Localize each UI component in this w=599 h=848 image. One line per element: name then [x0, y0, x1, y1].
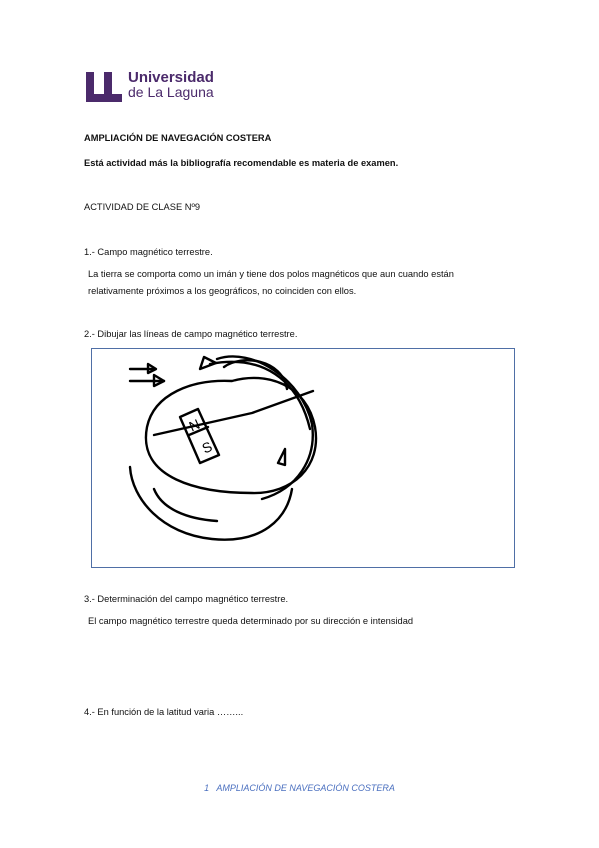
question-3-heading: 3.- Determinación del campo magnético terrestre. — [84, 594, 289, 604]
field-line-bottom-1 — [154, 489, 217, 521]
arrow-right-head — [278, 449, 285, 465]
equator-line — [154, 391, 313, 435]
question-4-heading: 4.- En función de la latitud varia ……... — [84, 707, 244, 717]
ull-logo-icon — [84, 70, 124, 104]
question-1-heading: 1.- Campo magnético terrestre. — [84, 247, 213, 257]
question-1-answer-line-2: relativamente próximos a los geográficos, no coinciden con ellos. — [88, 286, 357, 296]
magnet-n-label: N — [186, 415, 203, 435]
document-title: AMPLIACIÓN DE NAVEGACIÓN COSTERA — [84, 133, 272, 143]
drawing-frame — [91, 348, 515, 568]
earth-circle — [146, 378, 316, 493]
question-2-heading: 2.- Dibujar las líneas de campo magnético terrestre. — [84, 329, 298, 339]
page-footer — [0, 783, 599, 793]
footer-title: AMPLIACIÓN DE NAVEGACIÓN COSTERA — [216, 783, 395, 793]
magnet-bar — [180, 409, 219, 463]
question-3-answer: El campo magnético terrestre queda determinado por su dirección e intensidad — [88, 616, 414, 626]
magnet-s-label: S — [199, 438, 215, 457]
arrow-top-head — [200, 357, 216, 369]
field-line-bottom-2 — [130, 467, 292, 540]
magnetic-field-sketch — [92, 349, 513, 566]
exam-note: Está actividad más la bibliografía recomendable es materia de examen. — [84, 158, 399, 168]
logo-line-1: Universidad — [128, 69, 214, 86]
activity-heading: ACTIVIDAD DE CLASE Nº9 — [84, 202, 201, 212]
university-logo — [84, 68, 214, 106]
question-1-answer-line-1: La tierra se comporta como un imán y tiene dos polos magnéticos que aun cuando están — [88, 269, 454, 279]
page-number: 1 — [204, 783, 210, 793]
logo-wordmark — [128, 70, 214, 100]
logo-line-2: de La Laguna — [128, 84, 214, 100]
